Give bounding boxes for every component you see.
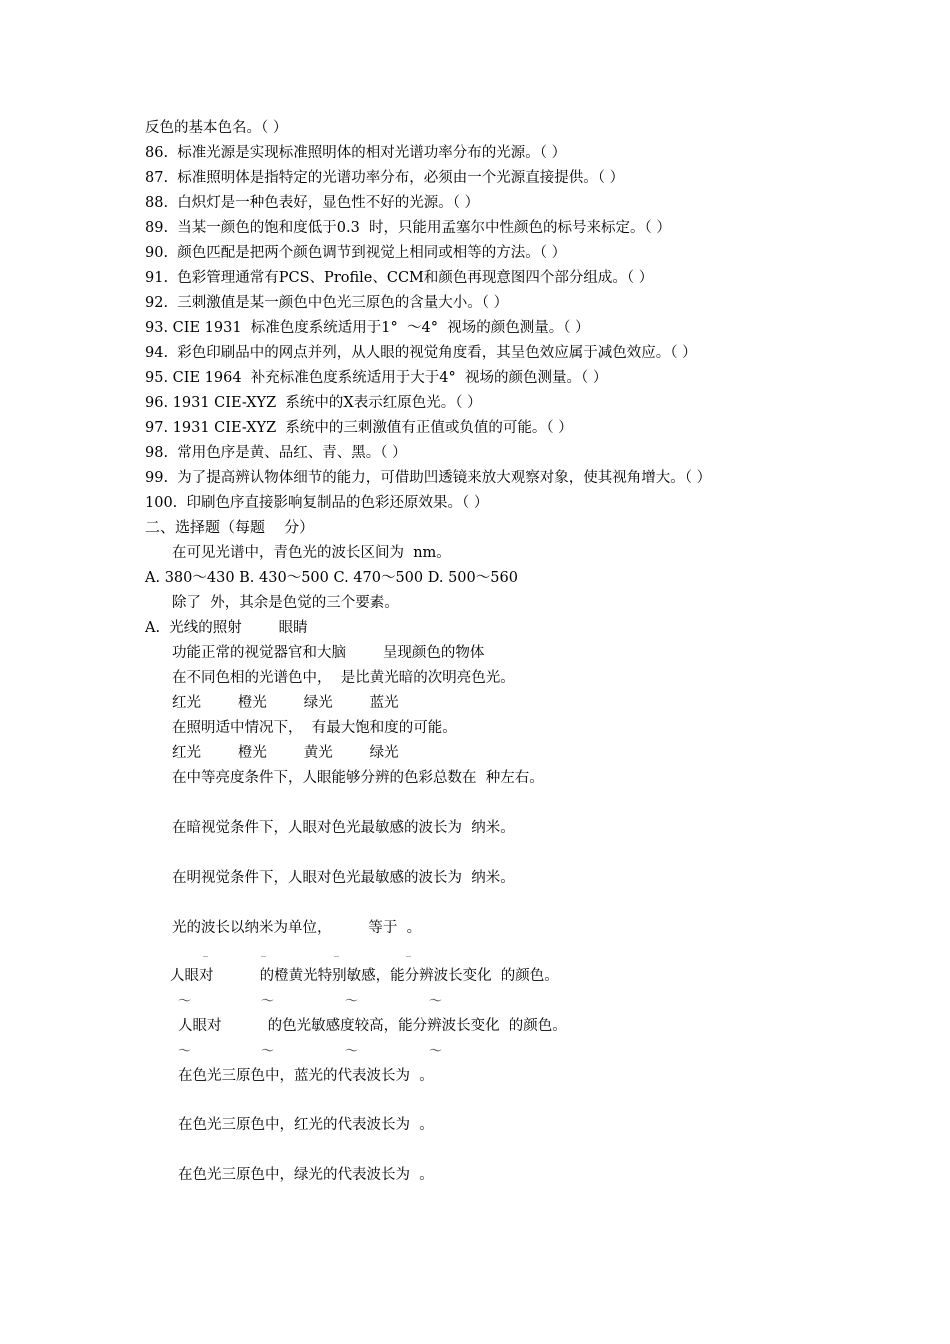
tick-mark: _ (406, 946, 411, 957)
choice-line: 在不同色相的光谱色中， 是比黄光暗的次明亮色光。 (172, 670, 515, 686)
choice-line: A. 380～430 B. 430～500 C. 470～500 D. 500～560 (145, 570, 518, 586)
question-line: 93. CIE 1931 标准色度系统适用于1° ～4° 视场的颜色测量。（ ） (145, 320, 590, 336)
choice-line: 在色光三原色中，绿光的代表波长为 。 (178, 1167, 434, 1183)
choice-line: 光的波长以纳米为单位， 等于 。 (172, 920, 422, 936)
tilde-mark: ～ (261, 994, 275, 1009)
choice-line: 在色光三原色中，蓝光的代表波长为 。 (178, 1068, 434, 1084)
question-line: 98. 常用色序是黄、品红、青、黑。（ ） (145, 445, 407, 461)
question-line: 86. 标准光源是实现标准照明体的相对光谱功率分布的光源。（ ） (145, 145, 567, 161)
question-line: 97. 1931 CIE-XYZ 系统中的三刺激值有正值或负值的可能。（ ） (145, 420, 573, 436)
choice-line: 除了 外，其余是色觉的三个要素。 (172, 595, 399, 611)
tick-mark: _ (203, 946, 208, 957)
tilde-mark: ～ (345, 994, 359, 1009)
choice-line: A. 光线的照射 眼睛 (145, 620, 308, 636)
choice-line: 在照明适中情况下， 有最大饱和度的可能。 (172, 720, 457, 736)
section-title: 二、选择题（每题 分） (145, 518, 315, 536)
question-line: 95. CIE 1964 补充标准色度系统适用于大于4° 视场的颜色测量。（ ） (145, 370, 608, 386)
tick-mark: _ (334, 946, 339, 957)
choice-line: 在明视觉条件下，人眼对色光最敏感的波长为 纳米。 (172, 870, 515, 886)
choice-line: 在中等亮度条件下，人眼能够分辨的色彩总数在 种左右。 (172, 770, 544, 786)
question-line: 96. 1931 CIE-XYZ 系统中的X表示红原色光。（ ） (145, 395, 482, 411)
tilde-mark: ～ (261, 1044, 275, 1059)
choice-line: 在色光三原色中，红光的代表波长为 。 (178, 1117, 434, 1133)
question-line: 反色的基本色名。（ ） (145, 120, 288, 136)
question-line: 89. 当某一颜色的饱和度低于0.3 时，只能用孟塞尔中性颜色的标号来标定。（ ） (145, 220, 671, 236)
choice-line: 功能正常的视觉器官和大脑 呈现颜色的物体 (172, 645, 485, 661)
choice-line: 人眼对 的橙黄光特别敏感，能分辨波长变化 的颜色。 (170, 968, 559, 984)
tilde-mark: ～ (178, 994, 192, 1009)
choice-line: 红光 橙光 黄光 绿光 (172, 745, 399, 761)
choice-line: 红光 橙光 绿光 蓝光 (172, 695, 399, 711)
tick-mark: _ (261, 946, 266, 957)
question-line: 100. 印刷色序直接影响复制品的色彩还原效果。（ ） (145, 495, 489, 511)
tilde-mark: ～ (345, 1044, 359, 1059)
choice-line: 在可见光谱中，青色光的波长区间为 nm。 (172, 545, 451, 561)
question-line: 87. 标准照明体是指特定的光谱功率分布，必须由一个光源直接提供。（ ） (145, 170, 625, 186)
question-line: 92. 三刺激值是某一颜色中色光三原色的含量大小。（ ） (145, 295, 509, 311)
question-line: 91. 色彩管理通常有PCS、Profile、CCM和颜色再现意图四个部分组成。（ ） (145, 270, 654, 286)
choice-line: 在暗视觉条件下，人眼对色光最敏感的波长为 纳米。 (172, 820, 515, 836)
choice-line: 人眼对 的色光敏感度较高，能分辨波长变化 的颜色。 (178, 1018, 567, 1034)
question-line: 88. 白炽灯是一种色表好，显色性不好的光源。（ ） (145, 195, 480, 211)
question-line: 94. 彩色印刷品中的网点并列，从人眼的视觉角度看，其呈色效应属于减色效应。（ ） (145, 345, 697, 361)
tilde-mark: ～ (429, 1044, 443, 1059)
tilde-mark: ～ (178, 1044, 192, 1059)
tilde-mark: ～ (429, 994, 443, 1009)
question-line: 90. 颜色匹配是把两个颜色调节到视觉上相同或相等的方法。（ ） (145, 245, 567, 261)
question-line: 99. 为了提高辨认物体细节的能力，可借助凹透镜来放大观察对象，使其视角增大。（ ） (145, 470, 712, 486)
